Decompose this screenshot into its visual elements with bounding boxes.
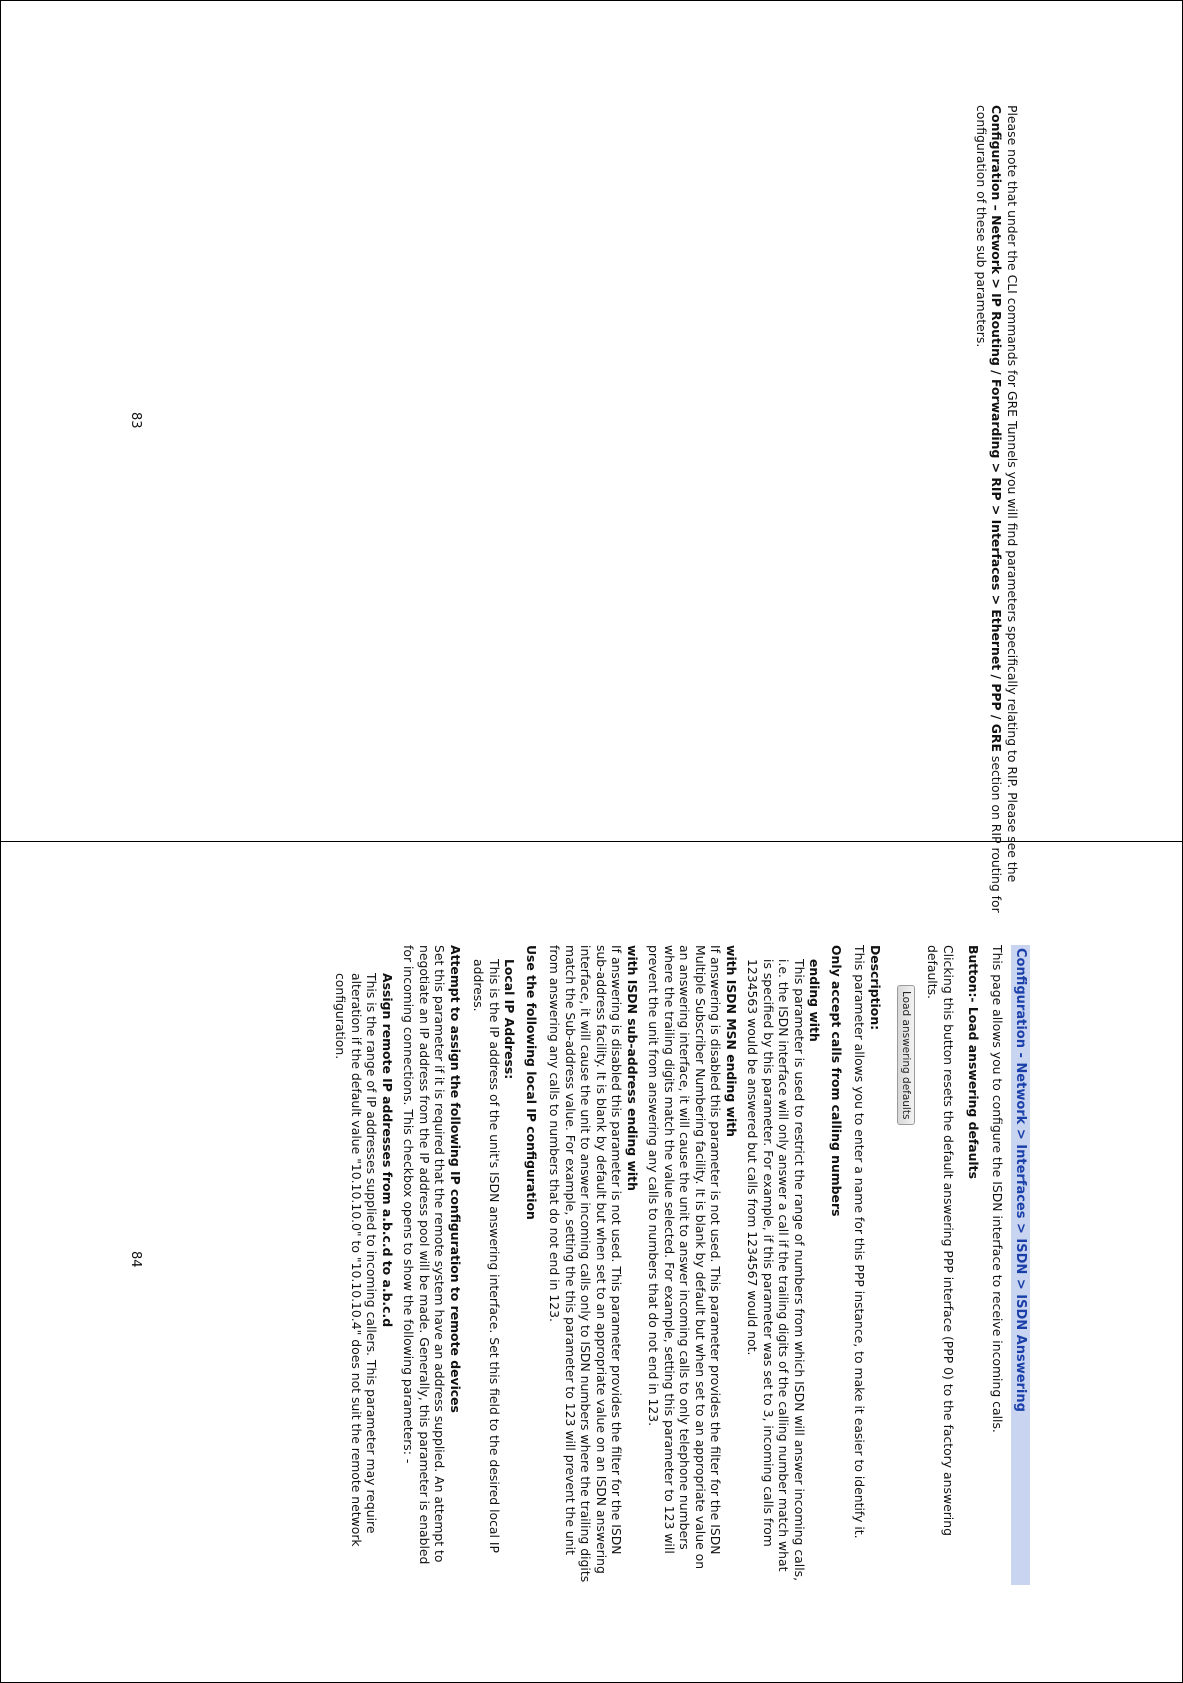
assign-heading: Assign remote IP addresses from a.b.c.d to a.b.c.d <box>380 973 395 1328</box>
page-number-83: 83 <box>128 412 143 429</box>
page-number-84: 84 <box>128 1251 143 1268</box>
local-config-heading: Use the following local IP configuration <box>524 945 539 1220</box>
rip-config-path: Configuration – Network > IP Routing / Forwarding > RIP > Interfaces > Ethernet / PPP / GRE <box>989 105 1005 752</box>
page-83 <box>974 105 1021 925</box>
attempt-heading: Attempt to assign the following IP configuration to remote devices <box>448 945 463 1413</box>
intro-text: This page allows you to configure the ISDN interface to receive incoming calls. <box>990 945 1005 1433</box>
attempt-text: Set this parameter if it is required that the remote system have an address supplied. An attempt to negotiate an IP address from the IP address pool will be made. Generally, this parameter is enabled for incoming connections. This checkbox opens to show the following parameters: - <box>401 945 448 1565</box>
msn-heading: with ISDN MSN ending with <box>724 945 739 1137</box>
ending-with-text: This parameter is used to restrict the range of numbers from which ISDN will answer incoming calls, i.e. the ISDN interface will only answer a call if the trailing digits of the calling number match what is specified by this parameter. For example, if this parameter was set to 3, incoming calls from 1234563 would be answered but calls from 1234567 would not. <box>745 959 807 1582</box>
button-description: Clicking this button resets the default answering PPP interface (PPP 0) to the factory answering defaults. <box>925 945 956 1536</box>
button-heading: Button:- Load answering defaults <box>966 945 982 1179</box>
load-answering-defaults-button[interactable]: Load answering defaults <box>897 985 915 1125</box>
subaddress-text: If answering is disabled this parameter is not used. This parameter provides the filter for the ISDN sub-address facility. It is blank by default but when set to an appropriate value on an ISDN answering interface, it will cause the unit to answer incoming calls only to ISDN numbers where the trailing digits match the Sub-address value. For example, setting the this parameter to 123 will prevent the unit from answering any calls to numbers that do not end in 123. <box>547 945 625 1583</box>
page-84 <box>333 945 1030 1585</box>
local-ip-heading: Local IP Address: <box>502 959 518 1080</box>
description-text: This parameter allows you to enter a name for this PPP instance, to make it easier to identify it. <box>852 945 868 1539</box>
only-accept-heading: Only accept calls from calling numbers <box>829 945 844 1217</box>
assign-text: This is the range of IP addresses supplied to incoming callers. This parameter may require alteration if the default value "10.10.10.0" to "10.10.10.4" does not suit the remote network configuration. <box>333 973 380 1547</box>
local-ip-text: This is the IP address of the unit's ISDN answering interface. Set this field to the desired local IP address. <box>471 959 502 1553</box>
description-heading: Description: <box>868 945 883 1031</box>
rip-note-paragraph: Please note that under the CLI commands for GRE Tunnels you will find parameters specifically relating to RIP. Please see the Configuration – Network > IP Routing / Forwarding > RIP > Interfaces > Ethernet / PPP / GRE section on RIP routing for configuration of these sub parameters. <box>974 105 1020 913</box>
msn-text: If answering is disabled this parameter is not used. This parameter provides the filter for the ISDN Multiple Subscriber Numbering facility. It is blank by default but when set to an appropriate value on an answering interface, it will cause the unit to answer incoming calls to only telephone numbers where the trailing digits match the value selected. For example, setting this parameter to 123 will prevent the unit from answering any calls to numbers that do not end in 123. <box>646 945 724 1570</box>
section-banner: Configuration - Network > Interfaces > ISDN > ISDN Answering <box>1011 945 1030 1585</box>
ending-with-heading: ending with <box>807 959 823 1042</box>
subaddress-heading: with ISDN sub-address ending with <box>625 945 640 1191</box>
